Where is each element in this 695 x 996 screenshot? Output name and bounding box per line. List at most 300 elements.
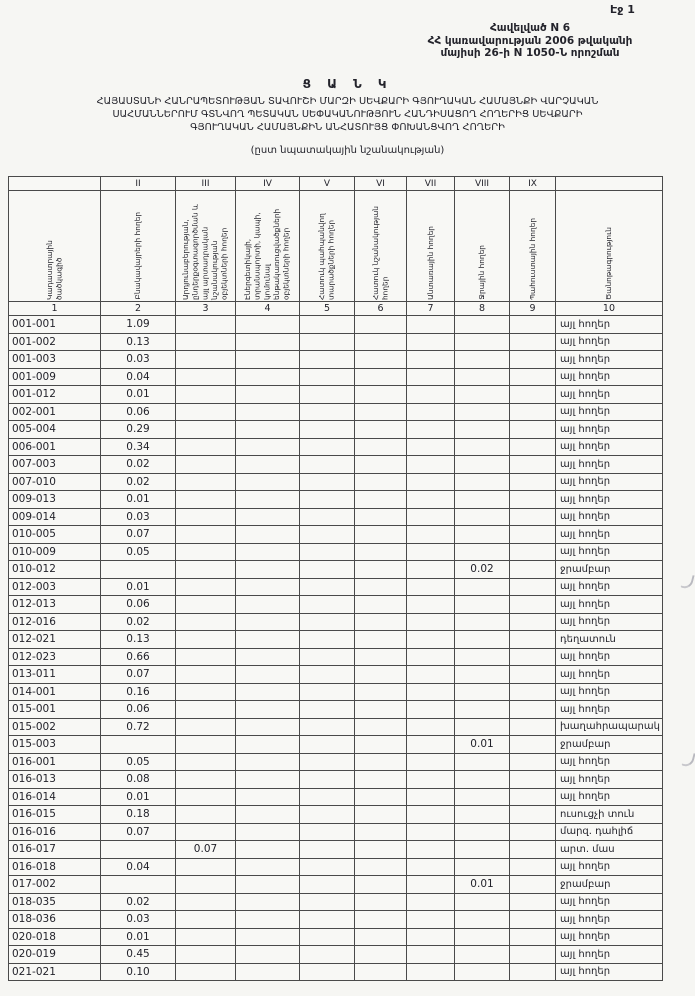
area-value-cell [510, 438, 556, 456]
page-number: Էջ 1 [610, 3, 635, 16]
area-value-cell [236, 701, 300, 719]
area-value-cell [510, 561, 556, 579]
note-cell: այլ հողեր [556, 543, 663, 561]
area-value-cell [300, 403, 355, 421]
area-value-cell [455, 508, 510, 526]
column-number-cell: 4 [236, 302, 300, 316]
area-value-cell [300, 438, 355, 456]
table-row [9, 368, 663, 386]
area-value-cell [355, 631, 407, 649]
note-cell: արտ. մաս [556, 841, 663, 859]
area-value-cell [236, 473, 300, 491]
roman-numeral-cell: IX [510, 177, 556, 191]
area-value-cell [300, 596, 355, 614]
area-value-cell: 0.13 [101, 631, 176, 649]
area-value-cell [300, 683, 355, 701]
note-cell: այլ հողեր [556, 753, 663, 771]
roman-numeral-cell: V [300, 177, 355, 191]
area-value-cell [510, 316, 556, 334]
area-value-cell [407, 841, 455, 859]
area-value-cell [407, 491, 455, 509]
area-value-cell [300, 333, 355, 351]
table-row [9, 526, 663, 544]
area-value-cell [236, 351, 300, 369]
area-value-cell [455, 473, 510, 491]
area-value-cell [455, 613, 510, 631]
table-row [9, 911, 663, 929]
area-value-cell [101, 841, 176, 859]
area-value-cell: 0.29 [101, 421, 176, 439]
area-value-cell [510, 578, 556, 596]
area-value-cell [355, 596, 407, 614]
cadastral-code-cell: 020-018 [9, 928, 101, 946]
note-cell: ջրամբար [556, 876, 663, 894]
area-value-cell: 0.34 [101, 438, 176, 456]
area-value-cell [176, 648, 236, 666]
area-value-cell [407, 753, 455, 771]
column-header-label: Կադաստրային ծածկագիծ [44, 240, 64, 300]
column-header-label: Էներգետիկայի, տրանսպորտի, կապի, կոմունալ ենթակառուցվածքների օբյեկտների հողեր [243, 208, 291, 300]
cadastral-code-cell: 016-018 [9, 858, 101, 876]
area-value-cell [176, 316, 236, 334]
column-header-label: Ջրային հողեր [477, 245, 487, 300]
area-value-cell [455, 648, 510, 666]
area-value-cell [355, 578, 407, 596]
area-value-cell: 0.01 [101, 491, 176, 509]
area-value-cell: 0.07 [101, 666, 176, 684]
area-value-cell [236, 631, 300, 649]
area-value-cell [510, 491, 556, 509]
area-value-cell [300, 946, 355, 964]
area-value-cell: 0.02 [101, 613, 176, 631]
note-cell: այլ հողեր [556, 648, 663, 666]
area-value-cell [176, 403, 236, 421]
area-value-cell [510, 666, 556, 684]
area-value-cell [407, 946, 455, 964]
area-value-cell [176, 386, 236, 404]
cadastral-code-cell: 014-001 [9, 683, 101, 701]
area-value-cell: 0.18 [101, 806, 176, 824]
note-cell: այլ հողեր [556, 508, 663, 526]
area-value-cell [236, 963, 300, 981]
area-value-cell [510, 386, 556, 404]
scan-artifact-mark [680, 573, 694, 590]
cadastral-code-cell: 006-001 [9, 438, 101, 456]
area-value-cell [355, 561, 407, 579]
column-header-label: Ծանոթագրություն [604, 226, 614, 300]
area-value-cell [510, 648, 556, 666]
table-row [9, 753, 663, 771]
area-value-cell [236, 543, 300, 561]
area-value-cell [300, 473, 355, 491]
area-value-cell [300, 368, 355, 386]
cadastral-code-cell: 010-005 [9, 526, 101, 544]
roman-numeral-cell [556, 177, 663, 191]
cadastral-code-cell: 018-035 [9, 893, 101, 911]
area-value-cell [355, 421, 407, 439]
table-row [9, 613, 663, 631]
area-value-cell [355, 771, 407, 789]
area-value-cell [236, 858, 300, 876]
table-row [9, 788, 663, 806]
area-value-cell [176, 473, 236, 491]
note-cell: ուսուցչի տուն [556, 806, 663, 824]
column-header-label: Արդյունաբերության, ընդերքօգտագործման և այլ արտադրական նշանակության օբյեկտների հողեր [181, 204, 229, 300]
area-value-cell [407, 701, 455, 719]
column-number-row [9, 302, 663, 316]
area-value-cell [236, 823, 300, 841]
cadastral-code-cell: 016-015 [9, 806, 101, 824]
area-value-cell [455, 946, 510, 964]
note-cell: այլ հողեր [556, 596, 663, 614]
area-value-cell: 0.07 [176, 841, 236, 859]
table-row [9, 683, 663, 701]
area-value-cell [510, 351, 556, 369]
area-value-cell [510, 596, 556, 614]
area-value-cell [510, 788, 556, 806]
area-value-cell [510, 508, 556, 526]
area-value-cell [510, 963, 556, 981]
area-value-cell: 0.02 [101, 893, 176, 911]
note-cell: այլ հողեր [556, 666, 663, 684]
roman-numeral-cell: VI [355, 177, 407, 191]
area-value-cell [176, 421, 236, 439]
area-value-cell [455, 701, 510, 719]
cadastral-code-cell: 010-009 [9, 543, 101, 561]
area-value-cell [407, 316, 455, 334]
area-value-cell [300, 666, 355, 684]
area-value-cell: 0.01 [101, 928, 176, 946]
column-header-cell [556, 191, 663, 302]
column-header-cell [9, 191, 101, 302]
area-value-cell: 0.06 [101, 403, 176, 421]
table-row [9, 858, 663, 876]
note-cell: այլ հողեր [556, 928, 663, 946]
area-value-cell [510, 946, 556, 964]
cadastral-code-cell: 017-002 [9, 876, 101, 894]
area-value-cell [455, 718, 510, 736]
area-value-cell [176, 823, 236, 841]
area-value-cell [176, 351, 236, 369]
area-value-cell [236, 456, 300, 474]
area-value-cell [407, 421, 455, 439]
column-header-label: Հատուկ պահպանվող տարածքների հողեր [317, 213, 336, 300]
column-header-cell [101, 191, 176, 302]
cadastral-code-cell: 007-010 [9, 473, 101, 491]
note-cell: խաղահրապարակ [556, 718, 663, 736]
area-value-cell [407, 351, 455, 369]
subtitle-line: ՍԱՀՄԱՆՆԵՐՈՒՄ ԳՏՆՎՈՂ ՊԵՏԱԿԱՆ ՍԵՓԱԿԱՆՈՒԹՅՈՒՆ ՀԱՆԴԻՍԱՑՈՂ ՀՈՂԵՐԻՑ ՍԵՎՔԱՐԻ [112, 108, 583, 120]
area-value-cell [176, 508, 236, 526]
area-value-cell [355, 438, 407, 456]
table-row [9, 421, 663, 439]
area-value-cell: 0.03 [101, 508, 176, 526]
area-value-cell [355, 718, 407, 736]
document-subnote: (ըստ նպատակային նշանակության) [250, 145, 445, 156]
column-number-cell: 1 [9, 302, 101, 316]
note-cell: այլ հողեր [556, 403, 663, 421]
area-value-cell [236, 928, 300, 946]
area-value-cell [300, 508, 355, 526]
area-value-cell [355, 963, 407, 981]
note-cell: այլ հողեր [556, 316, 663, 334]
area-value-cell [236, 386, 300, 404]
roman-numeral-cell [9, 177, 101, 191]
table-row [9, 893, 663, 911]
note-cell: այլ հողեր [556, 946, 663, 964]
table-row [9, 316, 663, 334]
area-value-cell [300, 771, 355, 789]
area-value-cell [236, 841, 300, 859]
area-value-cell [407, 438, 455, 456]
area-value-cell [101, 736, 176, 754]
area-value-cell [300, 631, 355, 649]
area-value-cell [176, 911, 236, 929]
area-value-cell [355, 946, 407, 964]
area-value-cell [300, 456, 355, 474]
area-value-cell [236, 771, 300, 789]
area-value-cell: 0.01 [101, 578, 176, 596]
note-cell: այլ հողեր [556, 456, 663, 474]
area-value-cell [355, 543, 407, 561]
area-value-cell: 0.16 [101, 683, 176, 701]
area-value-cell [176, 368, 236, 386]
table-row [9, 946, 663, 964]
area-value-cell [407, 473, 455, 491]
note-cell: դեղատուն [556, 631, 663, 649]
area-value-cell [176, 613, 236, 631]
note-cell: այլ հողեր [556, 351, 663, 369]
area-value-cell [355, 876, 407, 894]
cadastral-code-cell: 016-013 [9, 771, 101, 789]
table-row [9, 701, 663, 719]
area-value-cell [176, 683, 236, 701]
area-value-cell [455, 858, 510, 876]
area-value-cell [510, 683, 556, 701]
area-value-cell: 0.06 [101, 701, 176, 719]
note-cell: այլ հողեր [556, 578, 663, 596]
note-cell: այլ հողեր [556, 613, 663, 631]
area-value-cell [300, 701, 355, 719]
area-value-cell [176, 456, 236, 474]
note-cell: այլ հողեր [556, 771, 663, 789]
area-value-cell [355, 683, 407, 701]
area-value-cell [236, 753, 300, 771]
area-value-cell [355, 613, 407, 631]
area-value-cell [355, 526, 407, 544]
area-value-cell [236, 788, 300, 806]
area-value-cell: 0.07 [101, 823, 176, 841]
area-value-cell [300, 928, 355, 946]
cadastral-code-cell: 009-013 [9, 491, 101, 509]
area-value-cell [455, 403, 510, 421]
column-header-cell [236, 191, 300, 302]
table-row [9, 578, 663, 596]
area-value-cell [355, 491, 407, 509]
note-cell: այլ հողեր [556, 701, 663, 719]
area-value-cell [236, 613, 300, 631]
area-value-cell [236, 596, 300, 614]
area-value-cell [355, 386, 407, 404]
area-value-cell [176, 788, 236, 806]
area-value-cell [176, 858, 236, 876]
area-value-cell [510, 841, 556, 859]
column-header-cell [355, 191, 407, 302]
area-value-cell [407, 578, 455, 596]
area-value-cell [176, 718, 236, 736]
cadastral-code-cell: 015-002 [9, 718, 101, 736]
area-value-cell: 0.05 [101, 753, 176, 771]
area-value-cell [236, 508, 300, 526]
area-value-cell [176, 491, 236, 509]
area-value-cell [510, 421, 556, 439]
note-cell: այլ հողեր [556, 438, 663, 456]
cadastral-code-cell: 020-019 [9, 946, 101, 964]
area-value-cell [236, 806, 300, 824]
note-cell: այլ հողեր [556, 788, 663, 806]
area-value-cell: 0.66 [101, 648, 176, 666]
area-value-cell [355, 841, 407, 859]
area-value-cell [176, 876, 236, 894]
area-value-cell [355, 473, 407, 491]
area-value-cell [300, 963, 355, 981]
area-value-cell [176, 333, 236, 351]
area-value-cell [176, 753, 236, 771]
area-value-cell [455, 351, 510, 369]
area-value-cell [407, 456, 455, 474]
area-value-cell [300, 648, 355, 666]
area-value-cell [101, 876, 176, 894]
area-value-cell [455, 631, 510, 649]
roman-numeral-cell: II [101, 177, 176, 191]
table-row [9, 561, 663, 579]
area-value-cell [236, 911, 300, 929]
column-number-cell: 2 [101, 302, 176, 316]
area-value-cell [176, 946, 236, 964]
area-value-cell [455, 771, 510, 789]
area-value-cell [407, 543, 455, 561]
cadastral-code-cell: 018-036 [9, 911, 101, 929]
area-value-cell [510, 876, 556, 894]
note-cell: այլ հողեր [556, 911, 663, 929]
area-value-cell [407, 858, 455, 876]
area-value-cell [455, 788, 510, 806]
area-value-cell: 0.02 [455, 561, 510, 579]
area-value-cell [355, 928, 407, 946]
area-value-cell [300, 386, 355, 404]
area-value-cell [355, 666, 407, 684]
table-row [9, 473, 663, 491]
area-value-cell [236, 561, 300, 579]
area-value-cell [236, 368, 300, 386]
table-row [9, 806, 663, 824]
area-value-cell [455, 963, 510, 981]
table-row [9, 403, 663, 421]
area-value-cell [236, 718, 300, 736]
column-header-label: Անտառային հողեր [425, 226, 435, 300]
table-row [9, 351, 663, 369]
area-value-cell [176, 438, 236, 456]
column-header-label: Բնակավայրերի հողեր [133, 212, 143, 300]
note-cell: այլ հողեր [556, 526, 663, 544]
area-value-cell [455, 578, 510, 596]
area-value-cell [455, 456, 510, 474]
area-value-cell [407, 876, 455, 894]
area-value-cell [510, 543, 556, 561]
area-value-cell: 0.10 [101, 963, 176, 981]
table-row [9, 456, 663, 474]
area-value-cell [300, 316, 355, 334]
note-cell: ջրամբար [556, 561, 663, 579]
note-cell: այլ հողեր [556, 491, 663, 509]
note-cell: այլ հողեր [556, 421, 663, 439]
area-value-cell [510, 911, 556, 929]
land-transfer-table [8, 176, 663, 981]
note-cell: այլ հողեր [556, 386, 663, 404]
cadastral-code-cell: 001-009 [9, 368, 101, 386]
area-value-cell [176, 596, 236, 614]
area-value-cell [355, 753, 407, 771]
area-value-cell: 0.03 [101, 351, 176, 369]
area-value-cell [510, 823, 556, 841]
column-header-label: Պահուստային հողեր [527, 218, 537, 300]
area-value-cell [455, 491, 510, 509]
cadastral-code-cell: 016-017 [9, 841, 101, 859]
area-value-cell [236, 666, 300, 684]
area-value-cell: 1.09 [101, 316, 176, 334]
area-value-cell [300, 753, 355, 771]
area-value-cell [176, 701, 236, 719]
area-value-cell: 0.01 [455, 736, 510, 754]
area-value-cell [407, 771, 455, 789]
area-value-cell [455, 421, 510, 439]
area-value-cell [407, 806, 455, 824]
roman-numeral-cell: VIII [455, 177, 510, 191]
area-value-cell [176, 771, 236, 789]
area-value-cell [510, 368, 556, 386]
note-cell: ջրամբար [556, 736, 663, 754]
area-value-cell [355, 911, 407, 929]
area-value-cell [455, 596, 510, 614]
table-row [9, 438, 663, 456]
area-value-cell [355, 823, 407, 841]
area-value-cell [300, 911, 355, 929]
area-value-cell [455, 666, 510, 684]
area-value-cell [176, 543, 236, 561]
area-value-cell [300, 788, 355, 806]
area-value-cell [407, 386, 455, 404]
table-row [9, 823, 663, 841]
cadastral-code-cell: 021-021 [9, 963, 101, 981]
area-value-cell [455, 893, 510, 911]
area-value-cell: 0.08 [101, 771, 176, 789]
area-value-cell [236, 876, 300, 894]
cadastral-code-cell: 001-002 [9, 333, 101, 351]
area-value-cell [455, 526, 510, 544]
table-row [9, 508, 663, 526]
area-value-cell [407, 666, 455, 684]
area-value-cell [176, 526, 236, 544]
area-value-cell [355, 806, 407, 824]
area-value-cell [355, 368, 407, 386]
area-value-cell [176, 666, 236, 684]
table-row [9, 333, 663, 351]
area-value-cell [407, 911, 455, 929]
table-row [9, 876, 663, 894]
area-value-cell [300, 561, 355, 579]
area-value-cell: 0.06 [101, 596, 176, 614]
table-row [9, 718, 663, 736]
